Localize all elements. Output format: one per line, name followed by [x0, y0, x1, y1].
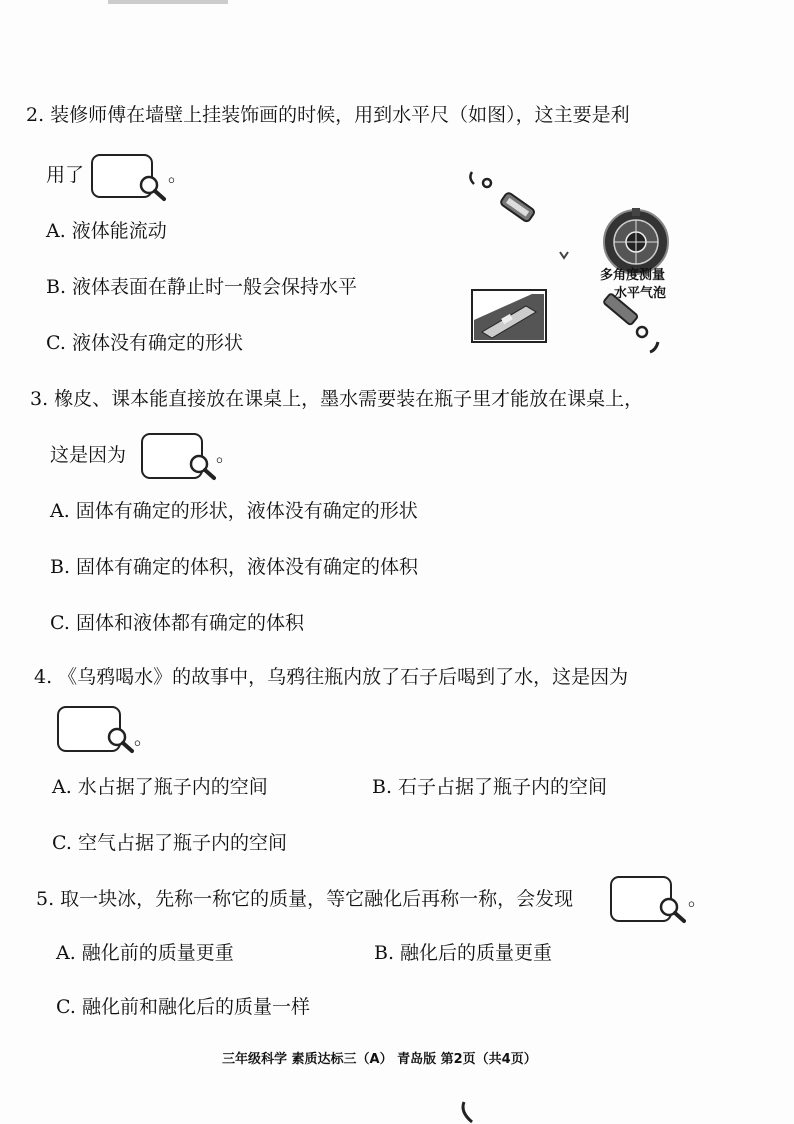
- q2-line2-suffix: 。: [168, 164, 188, 186]
- magnifier-icon: [138, 174, 168, 202]
- q4-line2-suffix: 。: [134, 727, 154, 749]
- magnifier-icon: [658, 896, 688, 924]
- figure-label-line1: 多角度测量: [600, 268, 666, 283]
- q4-option-b: B. 石子占据了瓶子内的空间: [372, 776, 608, 798]
- q4-option-c: C. 空气占据了瓶子内的空间: [52, 832, 287, 854]
- q5-line1: 5. 取一块冰，先称一称它的质量，等它融化后再称一称，会发现: [36, 888, 574, 910]
- q5-option-b: B. 融化后的质量更重: [374, 942, 553, 964]
- q4-option-a: A. 水占据了瓶子内的空间: [52, 776, 268, 798]
- scan-edge-mark: [108, 0, 228, 4]
- q3-option-a: A. 固体有确定的形状，液体没有确定的形状: [50, 500, 418, 522]
- figure-label-line2: 水平气泡: [614, 286, 667, 301]
- q3-line2-suffix: 。: [216, 444, 236, 466]
- q2-line2-prefix: 用了: [46, 164, 85, 186]
- q2-line1: 2. 装修师傅在墙壁上挂装饰画的时候，用到水平尺（如图），这主要是利: [26, 104, 630, 126]
- q2-option-a: A. 液体能流动: [46, 220, 167, 242]
- q3-option-b: B. 固体有确定的体积，液体没有确定的体积: [50, 556, 419, 578]
- q2-option-c: C. 液体没有确定的形状: [46, 332, 243, 354]
- q3-line1: 3. 橡皮、课本能直接放在课桌上，墨水需要装在瓶子里才能放在课桌上，: [30, 388, 644, 410]
- q4-line1: 4. 《乌鸦喝水》的故事中，乌鸦往瓶内放了石子后喝到了水，这是因为: [34, 666, 629, 688]
- magnifier-icon: [106, 726, 136, 754]
- spirit-level-figure: [462, 160, 694, 360]
- q5-option-a: A. 融化前的质量更重: [56, 942, 234, 964]
- q5-option-c: C. 融化前和融化后的质量一样: [56, 996, 310, 1018]
- scan-artifact-mark: [456, 1100, 480, 1124]
- q2-option-b: B. 液体表面在静止时一般会保持水平: [46, 276, 358, 298]
- magnifier-icon: [188, 453, 218, 481]
- q3-line2-prefix: 这是因为: [50, 444, 127, 466]
- q5-line1-suffix: 。: [688, 888, 708, 910]
- q3-option-c: C. 固体和液体都有确定的体积: [50, 612, 304, 634]
- page-footer: 三年级科学 素质达标三（A） 青岛版 第2页（共4页）: [222, 1052, 537, 1067]
